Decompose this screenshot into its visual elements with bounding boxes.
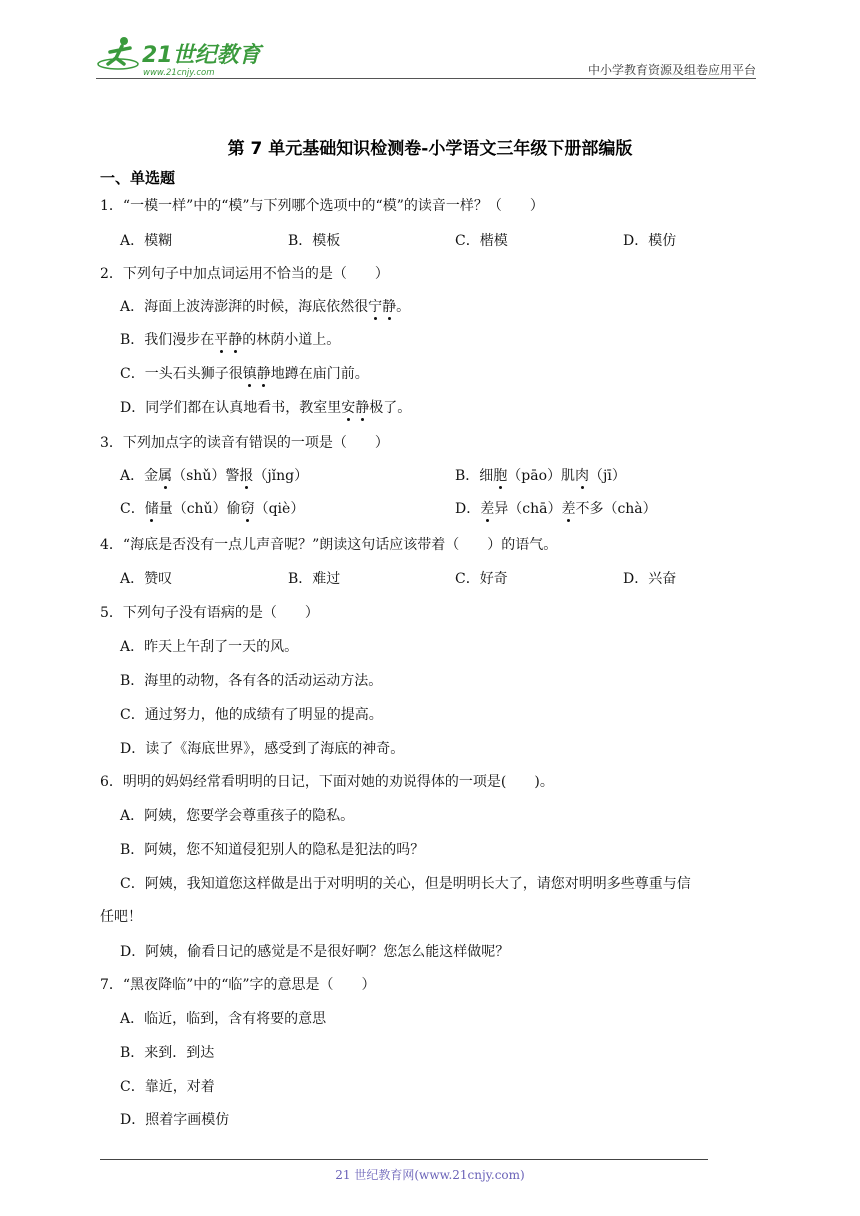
option-5d[interactable]: D．读了《海底世界》，感受到了海底的神奇。 xyxy=(120,741,405,757)
option-1b[interactable]: B．模板 xyxy=(288,233,341,249)
option-3d[interactable]: D．差异（chā）差不多（chà） xyxy=(455,501,657,517)
option-7a[interactable]: A．临近，临到，含有将要的意思 xyxy=(120,1011,327,1027)
option-2a[interactable]: A．海面上波涛澎湃的时候，海底依然很宁静。 xyxy=(120,299,411,315)
option-2d[interactable]: D．同学们都在认真地看书，教室里安静极了。 xyxy=(120,400,412,416)
option-3a[interactable]: A．金属（shǔ）警报（jǐng） xyxy=(120,468,309,484)
svg-text:www.21cnjy.com: www.21cnjy.com xyxy=(143,68,215,78)
option-4b[interactable]: B．难过 xyxy=(288,571,341,587)
option-4c[interactable]: C．好奇 xyxy=(455,571,508,587)
option-1d[interactable]: D．模仿 xyxy=(623,233,677,249)
question-7: 7．“黑夜降临”中的“临”字的意思是（ ） xyxy=(100,977,376,993)
footer-divider xyxy=(100,1159,708,1160)
option-2b[interactable]: B．我们漫步在平静的林荫小道上。 xyxy=(120,332,341,348)
option-6c[interactable]: C．阿姨，我知道您这样做是出于对明明的关心，但是明明长大了，请您对明明多些尊重与信 xyxy=(120,876,691,892)
platform-name: 中小学教育资源及组卷应用平台 xyxy=(587,63,756,77)
option-7c[interactable]: C．靠近，对着 xyxy=(120,1079,215,1095)
svg-text:21世纪教育: 21世纪教育 xyxy=(142,43,261,68)
option-2c[interactable]: C．一头石头狮子很镇静地蹲在庙门前。 xyxy=(120,366,369,382)
option-7b[interactable]: B．来到．到达 xyxy=(120,1045,215,1061)
option-4d[interactable]: D．兴奋 xyxy=(623,571,677,587)
question-2: 2．下列句子中加点词运用不恰当的是（ ） xyxy=(100,266,389,282)
option-7d[interactable]: D．照着字画模仿 xyxy=(120,1112,230,1128)
option-5a[interactable]: A．昨天上午刮了一天的风。 xyxy=(120,639,299,655)
option-6d[interactable]: D．阿姨，偷看日记的感觉是不是很好啊？您怎么能这样做呢？ xyxy=(120,944,510,960)
option-5c[interactable]: C．通过努力，他的成绩有了明显的提高。 xyxy=(120,707,383,723)
runner-icon xyxy=(98,37,138,69)
option-6b[interactable]: B．阿姨，您不知道侵犯别人的隐私是犯法的吗？ xyxy=(120,842,425,858)
footer-text[interactable]: 21 世纪教育网(www.21cnjy.com) xyxy=(335,1168,525,1182)
site-logo xyxy=(96,34,266,80)
option-1a[interactable]: A．模糊 xyxy=(120,233,173,249)
section-heading: 一、单选题 xyxy=(100,169,176,187)
option-4a[interactable]: A．赞叹 xyxy=(120,571,173,587)
option-3b[interactable]: B．细胞（pāo）肌肉（jī） xyxy=(455,468,626,484)
option-6a[interactable]: A．阿姨，您要学会尊重孩子的隐私。 xyxy=(120,808,355,824)
question-3: 3．下列加点字的读音有错误的一项是（ ） xyxy=(100,435,389,451)
option-1c[interactable]: C．楷模 xyxy=(455,233,508,249)
header-divider xyxy=(96,78,756,79)
page-title: 第 7 单元基础知识检测卷-小学语文三年级下册部编版 xyxy=(227,139,633,159)
option-3c[interactable]: C．储量（chǔ）偷窃（qiè） xyxy=(120,501,305,517)
option-6c-continued[interactable]: 任吧！ xyxy=(100,909,142,925)
question-4: 4．“海底是否没有一点儿声音呢？”朗读这句话应该带着（ ）的语气。 xyxy=(100,537,558,553)
question-6: 6．明明的妈妈经常看明明的日记，下面对她的劝说得体的一项是( )。 xyxy=(100,774,554,790)
question-1: 1．“一模一样”中的“模”与下列哪个选项中的“模”的读音一样？（ ） xyxy=(100,198,544,214)
option-5b[interactable]: B．海里的动物，各有各的活动运动方法。 xyxy=(120,673,383,689)
question-5: 5．下列句子没有语病的是（ ） xyxy=(100,605,319,621)
